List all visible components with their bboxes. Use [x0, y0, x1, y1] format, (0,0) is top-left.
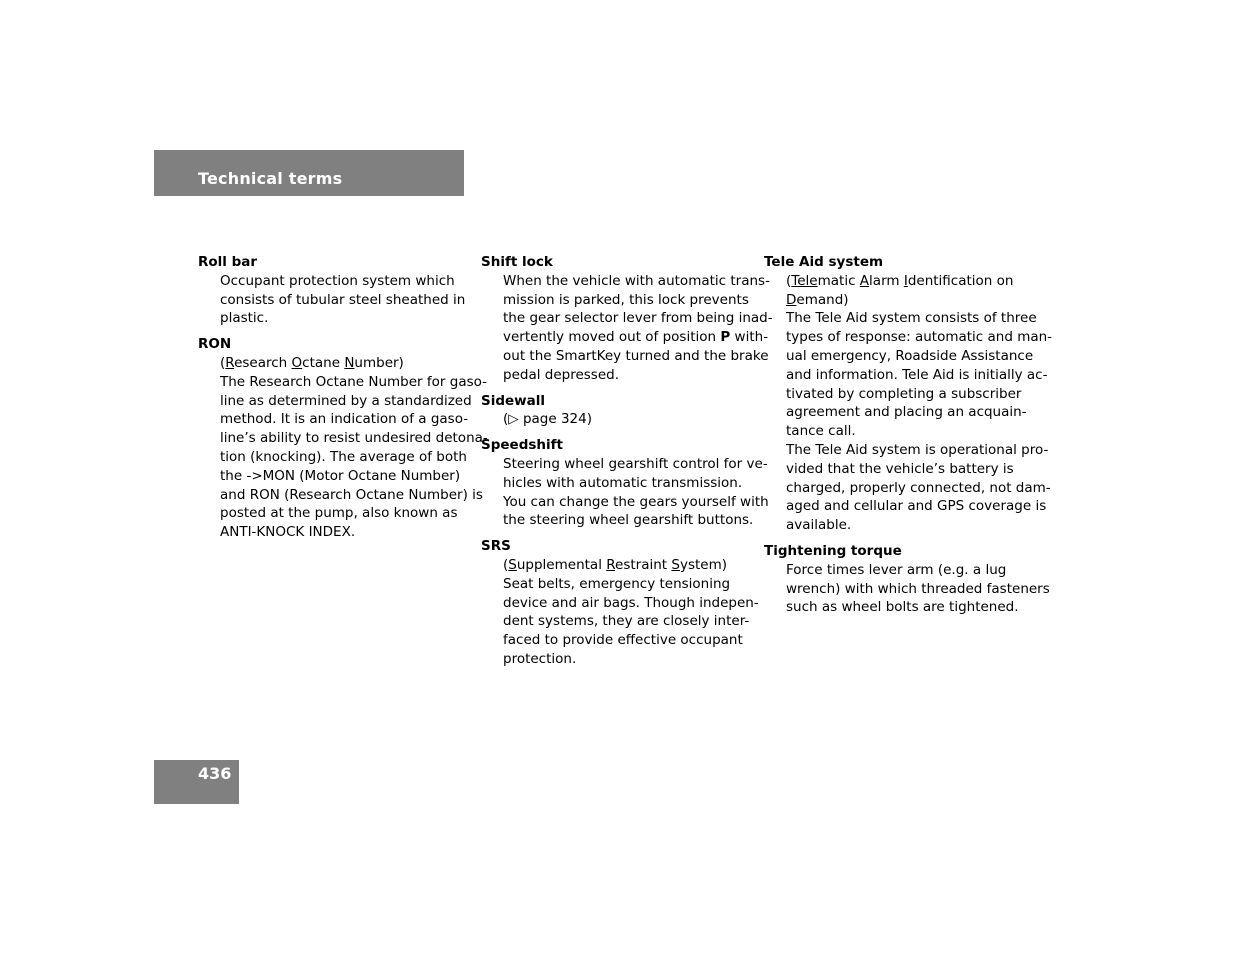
text-line: When the vehicle with automatic trans- [503, 272, 770, 289]
text-line: out the SmartKey turned and the brake [503, 347, 769, 364]
term-srs: SRS [481, 538, 511, 555]
definition-speedshift [481, 455, 769, 530]
text-line: the ->MON (Motor Octane Number) [220, 467, 461, 484]
text-line: pedal depressed. [503, 366, 619, 383]
definition-sidewall [481, 410, 753, 429]
page-number-box [154, 760, 239, 804]
term-sidewall: Sidewall [481, 392, 546, 409]
text-line: consists of tubular steel sheathed in [220, 291, 466, 308]
entry-tele-aid [764, 253, 1053, 535]
text-line: ANTI-KNOCK INDEX. [220, 524, 356, 541]
column-3 [764, 253, 1053, 624]
entry-shift-lock [481, 253, 773, 385]
text-line: Force times lever arm (e.g. a lug [786, 561, 1007, 578]
term-roll-bar: Roll bar [198, 254, 258, 270]
text-line: charged, properly connected, not dam- [786, 479, 1051, 496]
term-tightening-torque: Tightening torque [764, 542, 902, 559]
definition-roll-bar [198, 272, 470, 328]
abbreviation-expansion: (Supplemental Restraint System) [503, 556, 727, 573]
text-line: and RON (Research Octane Number) is [220, 486, 483, 503]
column-1 [198, 253, 488, 549]
text-line: line as determined by a standardized [220, 392, 472, 409]
text-line: such as wheel bolts are tightened. [786, 599, 1019, 616]
entry-roll-bar [198, 253, 470, 328]
text-line: vided that the vehicle’s battery is [786, 460, 1014, 477]
term-ron: RON [198, 336, 232, 353]
definition-tightening-torque [764, 561, 1050, 617]
term-tele-aid: Tele Aid system [764, 254, 884, 270]
text-line: and information. Tele Aid is initially ac- [786, 366, 1048, 383]
abbreviation-expansion-cont: Demand) [786, 291, 849, 308]
text-line: ual emergency, Roadside Assistance [786, 347, 1034, 364]
text-line: types of response: automatic and man- [786, 329, 1053, 346]
text-line: The Tele Aid system consists of three [786, 310, 1037, 327]
text-line: aged and cellular and GPS coverage is [786, 498, 1047, 515]
section-title: Technical terms [198, 169, 343, 188]
definition-ron [198, 354, 488, 542]
text-line: available. [786, 517, 852, 534]
definition-tele-aid [764, 272, 1053, 535]
text-line: the steering wheel gearshift buttons. [503, 512, 754, 529]
entry-speedshift [481, 436, 769, 530]
entry-ron [198, 335, 488, 542]
entry-sidewall [481, 392, 753, 430]
text-line: hicles with automatic transmission. [503, 474, 743, 491]
term-speedshift: Speedshift [481, 437, 563, 454]
text-line: tion (knocking). The average of both [220, 448, 467, 465]
text-line: Seat belts, emergency tensioning [503, 575, 731, 592]
gear-position-p: P [720, 329, 731, 346]
text-line: agreement and placing an acquain- [786, 404, 1027, 421]
text-line: protection. [503, 650, 577, 667]
definition-srs [481, 556, 759, 669]
entry-srs [481, 537, 759, 669]
text-line: tivated by completing a subscriber [786, 385, 1022, 402]
text-line: Occupant protection system which [220, 272, 455, 289]
text-line: wrench) with which threaded fasteners [786, 580, 1050, 597]
text-line: tance call. [786, 423, 856, 440]
text-line: device and air bags. Though indepen- [503, 594, 759, 611]
column-2 [481, 253, 773, 676]
text-line: You can change the gears yourself with [503, 493, 769, 510]
definition-shift-lock [481, 272, 773, 385]
abbreviation-expansion: (Telematic Alarm Identification on [786, 272, 1014, 289]
text-line: The Research Octane Number for gaso- [220, 373, 488, 390]
term-shift-lock: Shift lock [481, 254, 553, 270]
text-line: The Tele Aid system is operational pro- [786, 441, 1049, 458]
entry-tightening-torque [764, 542, 1050, 617]
text-line: dent systems, they are closely inter- [503, 613, 750, 630]
text-line: the gear selector lever from being inad- [503, 310, 773, 327]
page-reference: (▷ page 324) [503, 411, 592, 428]
text-line: Steering wheel gearshift control for ve- [503, 455, 768, 472]
text-line: method. It is an indication of a gaso- [220, 411, 469, 428]
section-header-bar [154, 150, 464, 196]
page-number: 436 [198, 764, 232, 783]
text-line: faced to provide effective occupant [503, 632, 743, 649]
text-line: line’s ability to resist undesired detona- [220, 430, 488, 447]
text-line: vertently moved out of position P with- [503, 329, 769, 346]
abbreviation-expansion: (Research Octane Number) [220, 354, 404, 371]
text-line: posted at the pump, also known as [220, 505, 458, 522]
text-line: mission is parked, this lock prevents [503, 291, 749, 308]
text-line: plastic. [220, 310, 269, 327]
